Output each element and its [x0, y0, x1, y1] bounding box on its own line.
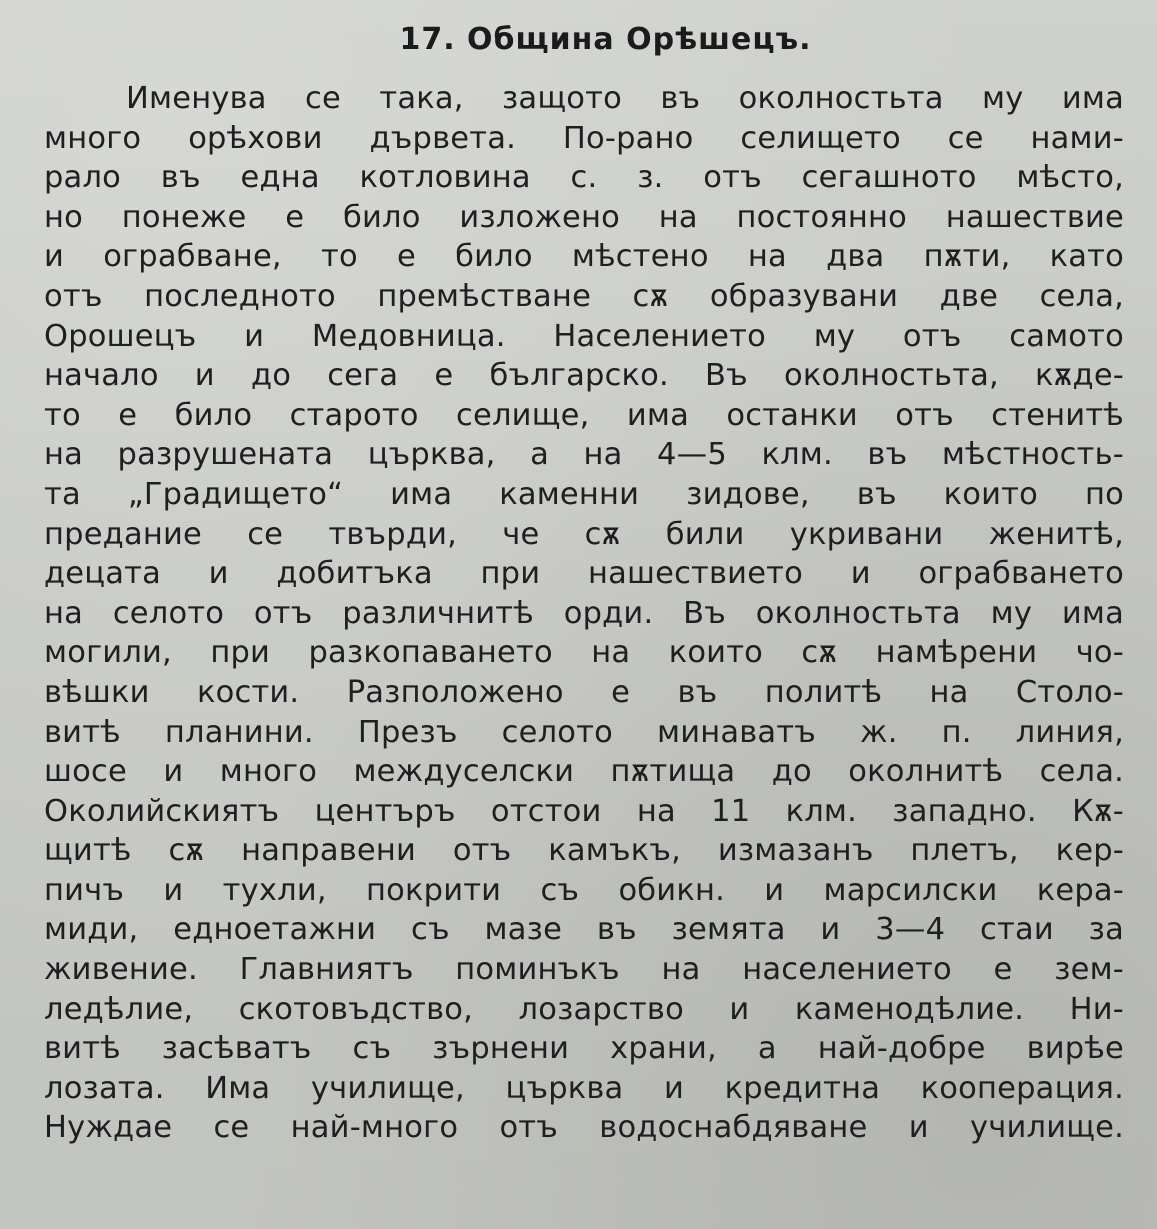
- text-line: живение. Главниятъ поминъкъ на населението е зем-: [44, 952, 1124, 988]
- text-line: Именува се така, защото въ околностьта му има: [126, 81, 1124, 116]
- text-line: шосе и много междуселски пѫтища до околнитѣ села.: [44, 754, 1124, 790]
- text-line: Нуждае се най-много отъ водоснабдяване и училище.: [44, 1110, 1124, 1146]
- text-line: та „Градището“ има каменни зидове, въ които по: [44, 476, 1124, 512]
- text-line: могили, при разкопаването на които сѫ намѣрени чо-: [44, 635, 1124, 671]
- text-line: ледѣлие, скотовъдство, лозарство и каменодѣлие. Ни-: [44, 991, 1124, 1027]
- section-title: 17. Община Орѣшецъ.: [399, 22, 812, 57]
- body-paragraph: [44, 79, 1127, 1148]
- text-line: начало и до сега е българско. Въ околностьта, кѫде-: [44, 358, 1124, 394]
- text-line: Орошецъ и Медовница. Населението му отъ самото: [44, 318, 1124, 354]
- text-line: рало въ една котловина с. з. отъ сегашното мѣсто,: [44, 160, 1124, 196]
- text-line: лозата. Има училище, църква и кредитна кооперация.: [44, 1070, 1124, 1106]
- text-line: вѣшки кости. Разположено е въ политѣ на Столо-: [44, 674, 1124, 710]
- text-line: и ограбване, то е било мѣстено на два пѫти, като: [44, 239, 1124, 275]
- text-line: много орѣхови дървета. По-рано селището се нами-: [44, 120, 1124, 156]
- text-line: щитѣ сѫ направени отъ камъкъ, измазанъ плетъ, кер-: [44, 833, 1124, 869]
- text-line: пичъ и тухли, покрити съ обикн. и марсилски кера-: [44, 872, 1124, 908]
- text-line: то е било старото селище, има останки отъ стенитѣ: [44, 397, 1124, 433]
- text-line: на разрушената църква, а на 4—5 клм. въ мѣстность-: [44, 437, 1124, 473]
- text-line: но понеже е било изложено на постоянно нашествие: [44, 199, 1124, 235]
- text-line: витѣ засѣватъ съ зърнени храни, а най-добре вирѣе: [44, 1031, 1124, 1067]
- text-line: Околийскиятъ центъръ отстои на 11 клм. западно. Кѫ-: [44, 793, 1124, 829]
- text-line: отъ последното премѣстване сѫ образувани две села,: [44, 278, 1124, 314]
- text-line: предание се твърди, че сѫ били укривани женитѣ,: [44, 516, 1124, 552]
- text-line: децата и добитъка при нашествието и ограбването: [44, 556, 1124, 592]
- text-line: миди, едноетажни съ мазе въ земята и 3—4 стаи за: [44, 912, 1124, 948]
- text-line: на селото отъ различнитѣ орди. Въ околностьта му има: [44, 595, 1124, 631]
- text-line: витѣ планини. Презъ селото минаватъ ж. п. линия,: [44, 714, 1124, 750]
